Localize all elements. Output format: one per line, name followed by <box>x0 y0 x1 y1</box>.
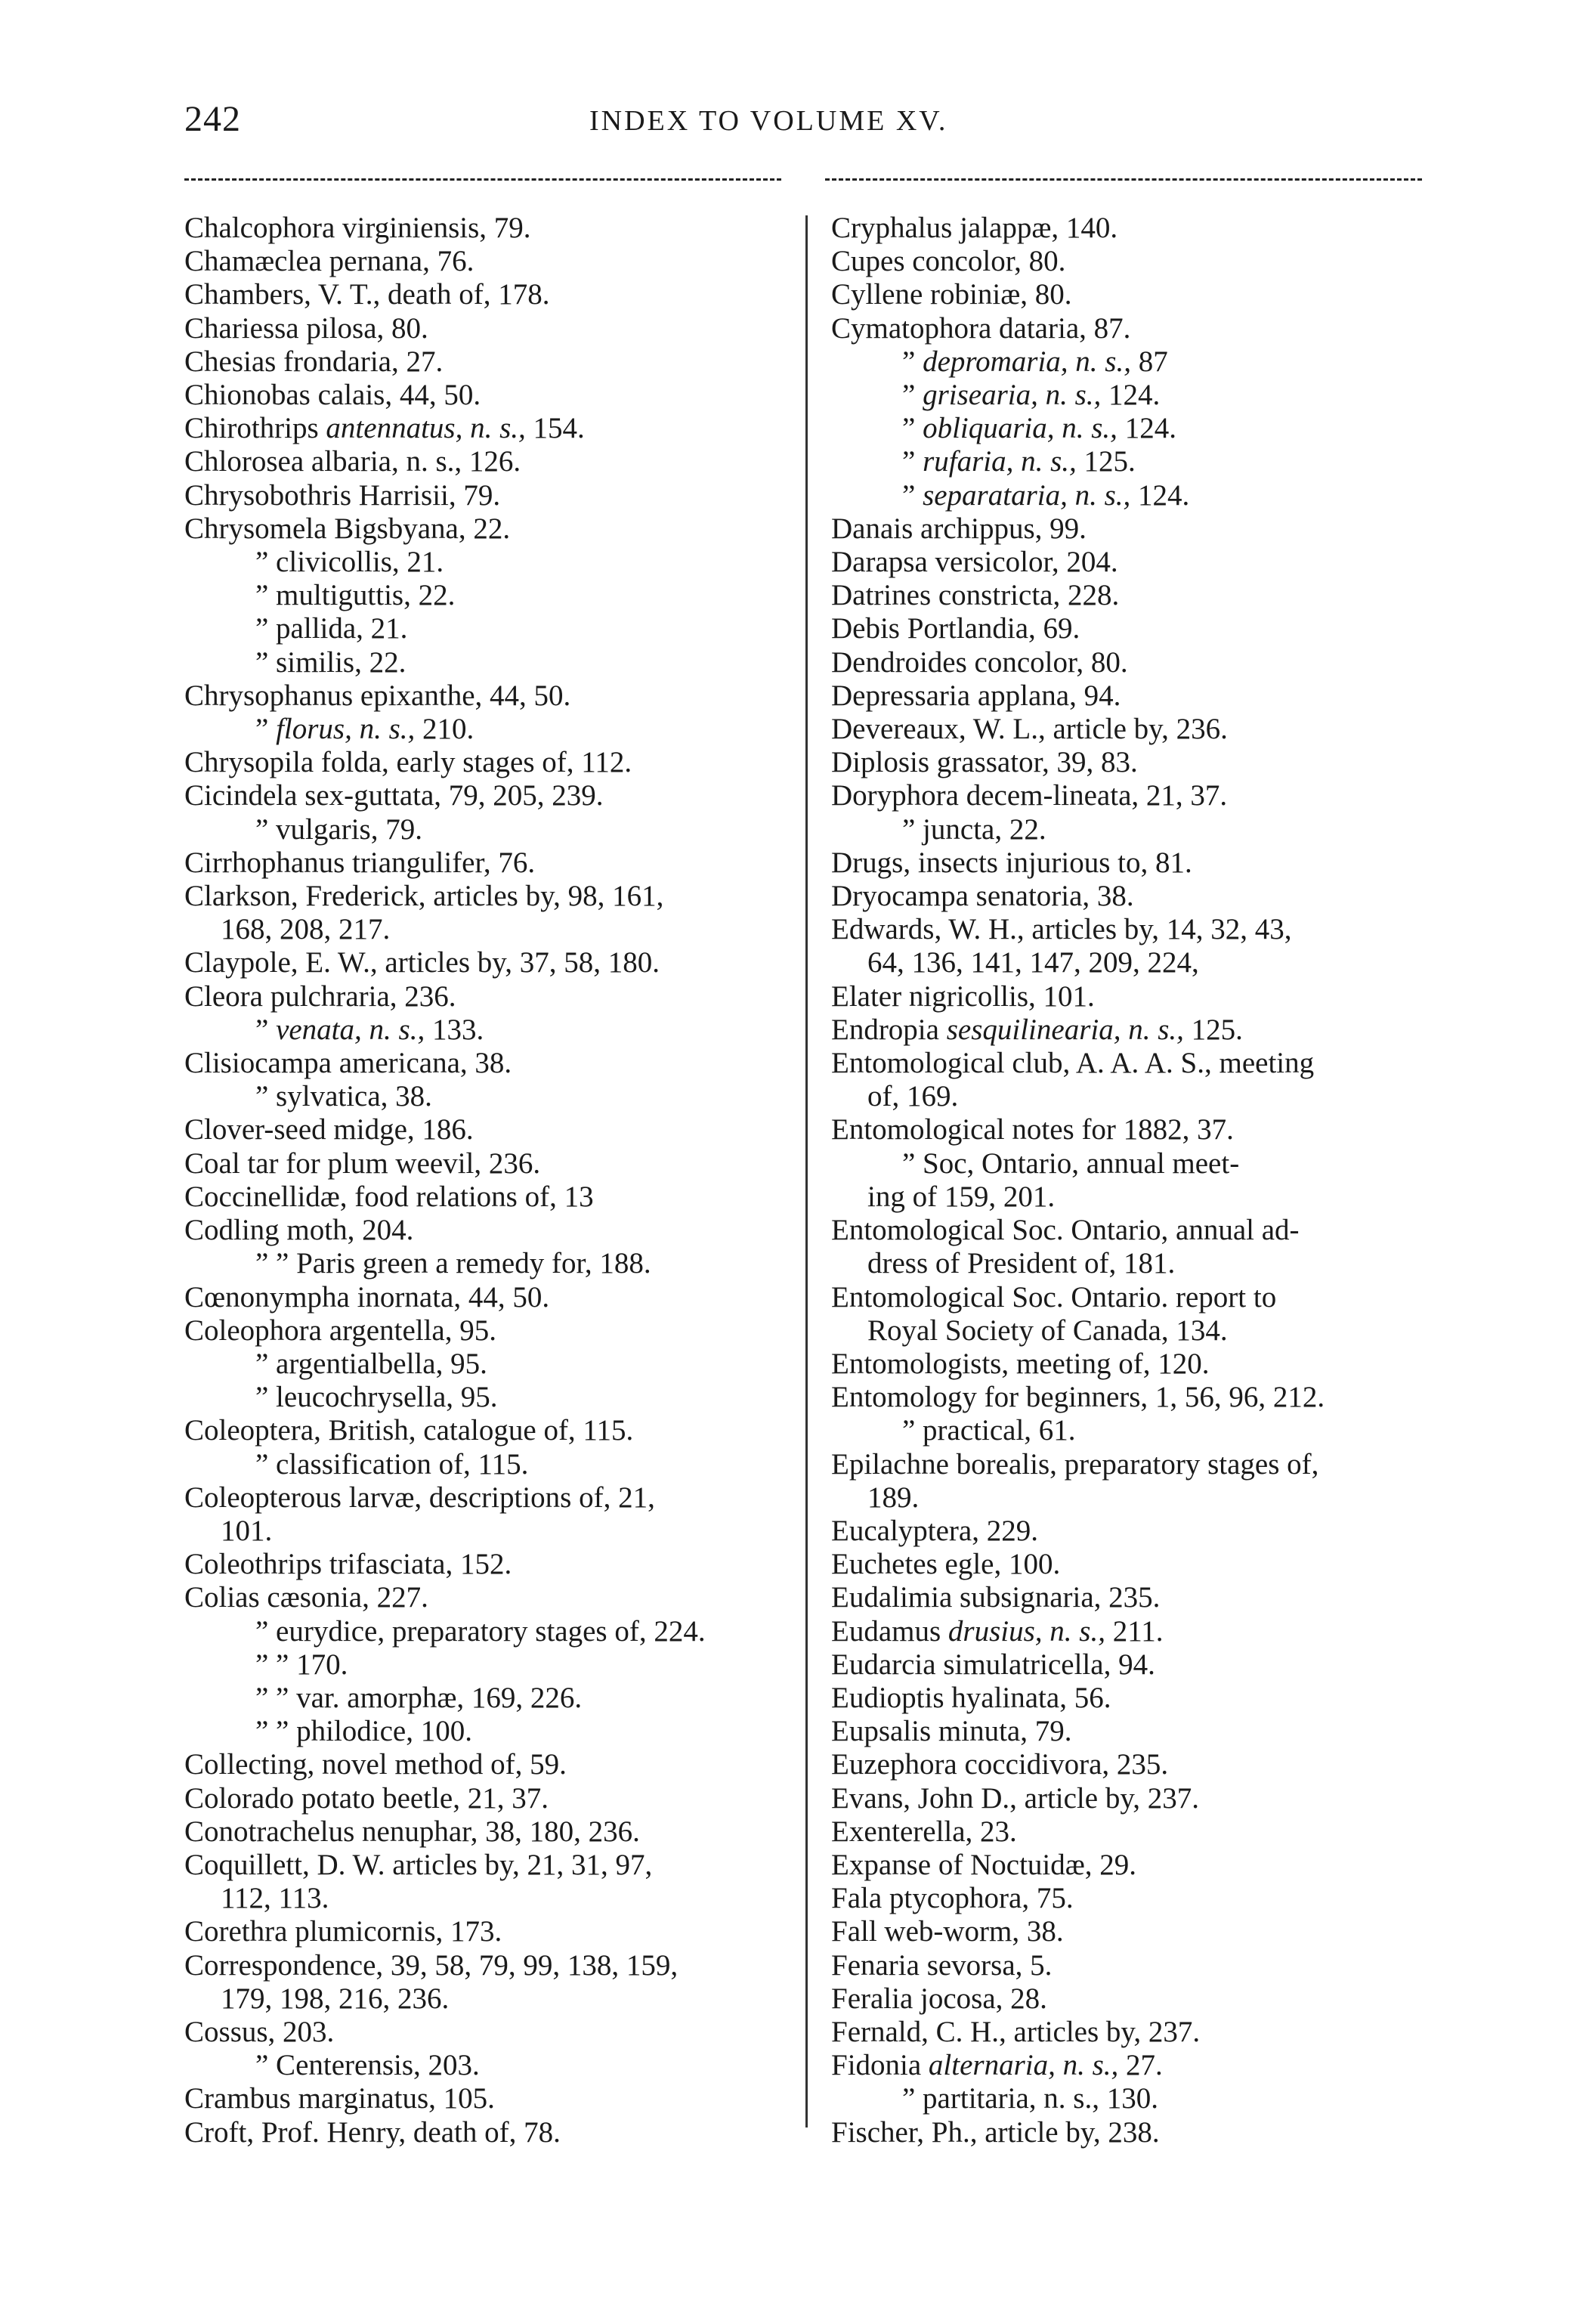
italic-taxon: separataria, n. s., <box>923 478 1131 512</box>
index-entry: Chalcophora virginiensis, 79. <box>184 212 531 244</box>
index-continuation: 64, 136, 141, 147, 209, 224, <box>867 946 1199 979</box>
index-entry: Fenaria sevorsa, 5. <box>831 1948 1053 1982</box>
italic-taxon: rufaria, n. s., <box>923 445 1077 478</box>
index-column-right <box>831 212 1428 2149</box>
index-entry: Eucalyptera, 229. <box>831 1514 1038 1547</box>
index-entry: Cupes concolor, 80. <box>831 245 1066 278</box>
italic-taxon: antennatus, n. s., <box>326 412 526 445</box>
italic-taxon: drusius, n. s., <box>947 1614 1105 1648</box>
index-entry: Cymatophora dataria, 87. <box>831 311 1131 345</box>
index-entry: Feralia jocosa, 28. <box>831 1982 1047 2015</box>
index-entry: Exenterella, 23. <box>831 1815 1017 1848</box>
index-entry: Entomological club, A. A. A. S., meeting <box>831 1047 1315 1080</box>
index-entry: Endropia sesquilinearia, n. s., 125. <box>831 1013 1243 1046</box>
index-subentry: ” multiguttis, 22. <box>255 579 456 612</box>
index-entry: Eudalimia subsignaria, 235. <box>831 1581 1161 1614</box>
italic-taxon: alternaria, n. s., <box>928 2049 1119 2082</box>
index-entry: Danais archippus, 99. <box>831 512 1087 545</box>
index-entry: Cleora pulchraria, 236. <box>184 979 456 1013</box>
index-subentry: ” florus, n. s., 210. <box>255 713 475 746</box>
index-subentry: ” ” 170. <box>255 1648 348 1681</box>
index-entry: Eudamus drusius, n. s., 211. <box>831 1614 1164 1648</box>
index-entry: Edwards, W. H., articles by, 14, 32, 43, <box>831 913 1292 946</box>
page-number: 242 <box>184 99 241 139</box>
index-column-left <box>184 212 781 2149</box>
index-entry: Chamæclea pernana, 76. <box>184 245 475 278</box>
index-entry: Depressaria applana, 94. <box>831 679 1121 712</box>
index-subentry: ” leucochrysella, 95. <box>255 1381 498 1414</box>
index-entry: Euchetes egle, 100. <box>831 1548 1061 1581</box>
index-subentry: ” rufaria, n. s., 125. <box>902 445 1136 478</box>
index-subentry: ” partitaria, n. s., 130. <box>902 2082 1158 2115</box>
index-subentry: ” grisearia, n. s., 124. <box>902 379 1161 412</box>
index-entry: Chrysopila folda, early stages of, 112. <box>184 746 632 779</box>
index-entry: Eudarcia simulatricella, 94. <box>831 1648 1155 1681</box>
index-entry: Chirothrips antennatus, n. s., 154. <box>184 412 585 445</box>
index-entry: Euzephora coccidivora, 235. <box>831 1748 1169 1781</box>
index-subentry: ” practical, 61. <box>902 1414 1076 1447</box>
index-entry: Fala ptycophora, 75. <box>831 1882 1074 1915</box>
index-entry: Coal tar for plum weevil, 236. <box>184 1147 541 1180</box>
index-entry: Dendroides concolor, 80. <box>831 645 1128 679</box>
index-entry: Fall web-worm, 38. <box>831 1915 1064 1948</box>
index-subentry: ” similis, 22. <box>255 645 407 679</box>
index-continuation: 179, 198, 216, 236. <box>221 1982 450 2015</box>
index-entry: Entomological Soc. Ontario. report to <box>831 1280 1277 1314</box>
index-entry: Coleopterous larvæ, descriptions of, 21, <box>184 1481 655 1514</box>
index-entry: Expanse of Noctuidæ, 29. <box>831 1848 1137 1881</box>
index-subentry: ” Soc, Ontario, annual meet- <box>902 1147 1240 1180</box>
italic-taxon: obliquaria, n. s., <box>923 412 1117 445</box>
index-entry: Entomological notes for 1882, 37. <box>831 1113 1234 1147</box>
index-entry: Elater nigricollis, 101. <box>831 979 1095 1013</box>
index-entry: Epilachne borealis, preparatory stages of, <box>831 1447 1319 1481</box>
index-entry: Cryphalus jalappæ, 140. <box>831 212 1118 244</box>
index-subentry: ” separataria, n. s., 124. <box>902 478 1190 512</box>
italic-taxon: florus, n. s., <box>276 713 416 746</box>
index-entry: Fernald, C. H., articles by, 237. <box>831 2015 1201 2048</box>
index-entry: Darapsa versicolor, 204. <box>831 546 1118 579</box>
header-rule-right <box>825 178 1422 181</box>
index-continuation: 112, 113. <box>221 1882 329 1915</box>
index-subentry: ” eurydice, preparatory stages of, 224. <box>255 1614 706 1648</box>
index-entry: Crambus marginatus, 105. <box>184 2082 495 2115</box>
index-entry: Coccinellidæ, food relations of, 13 <box>184 1180 594 1213</box>
index-subentry: ” argentialbella, 95. <box>255 1347 487 1380</box>
index-entry: Clarkson, Frederick, articles by, 98, 161, <box>184 880 664 913</box>
index-subentry: ” venata, n. s., 133. <box>255 1013 484 1046</box>
index-entry: Cyllene robiniæ, 80. <box>831 278 1072 311</box>
index-subentry: ” depromaria, n. s., 87 <box>902 345 1168 378</box>
index-continuation: dress of President of, 181. <box>867 1247 1176 1280</box>
header-rule-left <box>184 178 781 181</box>
index-entry: Debis Portlandia, 69. <box>831 612 1080 645</box>
index-entry: Colias cæsonia, 227. <box>184 1581 428 1614</box>
index-entry: Correspondence, 39, 58, 79, 99, 138, 159, <box>184 1948 679 1982</box>
index-entry: Datrines constricta, 228. <box>831 579 1120 612</box>
index-entry: Chrysomela Bigsbyana, 22. <box>184 512 511 545</box>
index-entry: Entomology for beginners, 1, 56, 96, 212. <box>831 1381 1325 1414</box>
index-subentry: ” sylvatica, 38. <box>255 1080 432 1113</box>
running-head: INDEX TO VOLUME XV. <box>589 105 948 137</box>
index-entry: Coleophora argentella, 95. <box>184 1314 496 1347</box>
index-entry: Entomological Soc. Ontario, annual ad- <box>831 1214 1300 1247</box>
index-entry: Chionobas calais, 44, 50. <box>184 379 481 412</box>
index-continuation: 101. <box>221 1514 273 1547</box>
index-entry: Chambers, V. T., death of, 178. <box>184 278 550 311</box>
index-entry: Codling moth, 204. <box>184 1214 414 1247</box>
italic-taxon: depromaria, n. s., <box>923 345 1131 378</box>
index-entry: Chlorosea albaria, n. s., 126. <box>184 445 521 478</box>
index-entry: Croft, Prof. Henry, death of, 78. <box>184 2115 561 2149</box>
index-subentry: ” pallida, 21. <box>255 612 408 645</box>
index-subentry: ” Centerensis, 203. <box>255 2049 480 2082</box>
index-continuation: Royal Society of Canada, 134. <box>867 1314 1228 1347</box>
index-entry: Coquillett, D. W. articles by, 21, 31, 97, <box>184 1848 653 1881</box>
index-subentry: ” juncta, 22. <box>902 812 1046 846</box>
index-entry: Corethra plumicornis, 173. <box>184 1915 502 1948</box>
index-subentry: ” ” var. amorphæ, 169, 226. <box>255 1681 583 1714</box>
index-subentry: ” vulgaris, 79. <box>255 812 422 846</box>
index-entry: Clisiocampa americana, 38. <box>184 1047 512 1080</box>
index-continuation: of, 169. <box>867 1080 959 1113</box>
index-subentry: ” obliquaria, n. s., 124. <box>902 412 1176 445</box>
index-continuation: 189. <box>867 1481 920 1514</box>
index-subentry: ” ” Paris green a remedy for, 188. <box>255 1247 651 1280</box>
index-subentry: ” clivicollis, 21. <box>255 546 444 579</box>
index-entry: Devereaux, W. L., article by, 236. <box>831 713 1228 746</box>
index-entry: Entomologists, meeting of, 120. <box>831 1347 1210 1380</box>
index-entry: Eudioptis hyalinata, 56. <box>831 1681 1111 1714</box>
index-entry: Coleoptera, British, catalogue of, 115. <box>184 1414 634 1447</box>
index-entry: Cicindela sex-guttata, 79, 205, 239. <box>184 779 604 812</box>
index-entry: Eupsalis minuta, 79. <box>831 1715 1072 1748</box>
index-continuation: ing of 159, 201. <box>867 1180 1056 1213</box>
index-entry: Chesias frondaria, 27. <box>184 345 444 378</box>
italic-taxon: grisearia, n. s., <box>923 379 1102 412</box>
index-subentry: ” classification of, 115. <box>255 1447 529 1481</box>
index-entry: Fidonia alternaria, n. s., 27. <box>831 2049 1163 2082</box>
index-entry: Dryocampa senatoria, 38. <box>831 880 1134 913</box>
index-entry: Claypole, E. W., articles by, 37, 58, 180. <box>184 946 660 979</box>
index-entry: Drugs, insects injurious to, 81. <box>831 846 1192 879</box>
italic-taxon: sesquilinearia, n. s., <box>946 1013 1184 1046</box>
index-continuation: 168, 208, 217. <box>221 913 391 946</box>
index-entry: Conotrachelus nenuphar, 38, 180, 236. <box>184 1815 640 1848</box>
index-entry: Doryphora decem-lineata, 21, 37. <box>831 779 1228 812</box>
index-entry: Colorado potato beetle, 21, 37. <box>184 1781 549 1815</box>
index-entry: Chrysophanus epixanthe, 44, 50. <box>184 679 571 712</box>
index-entry: Evans, John D., article by, 237. <box>831 1781 1200 1815</box>
index-entry: Diplosis grassator, 39, 83. <box>831 746 1138 779</box>
index-entry: Cossus, 203. <box>184 2015 335 2048</box>
index-entry: Cœnonympha inornata, 44, 50. <box>184 1280 550 1314</box>
index-subentry: ” ” philodice, 100. <box>255 1715 472 1748</box>
index-entry: Chariessa pilosa, 80. <box>184 311 428 345</box>
index-entry: Cirrhophanus triangulifer, 76. <box>184 846 536 879</box>
index-entry: Collecting, novel method of, 59. <box>184 1748 567 1781</box>
index-entry: Clover-seed midge, 186. <box>184 1113 474 1147</box>
index-entry: Fischer, Ph., article by, 238. <box>831 2115 1160 2149</box>
index-entry: Coleothrips trifasciata, 152. <box>184 1548 512 1581</box>
column-divider <box>805 215 808 2127</box>
italic-taxon: venata, n. s., <box>276 1013 425 1046</box>
index-entry: Chrysobothris Harrisii, 79. <box>184 478 501 512</box>
